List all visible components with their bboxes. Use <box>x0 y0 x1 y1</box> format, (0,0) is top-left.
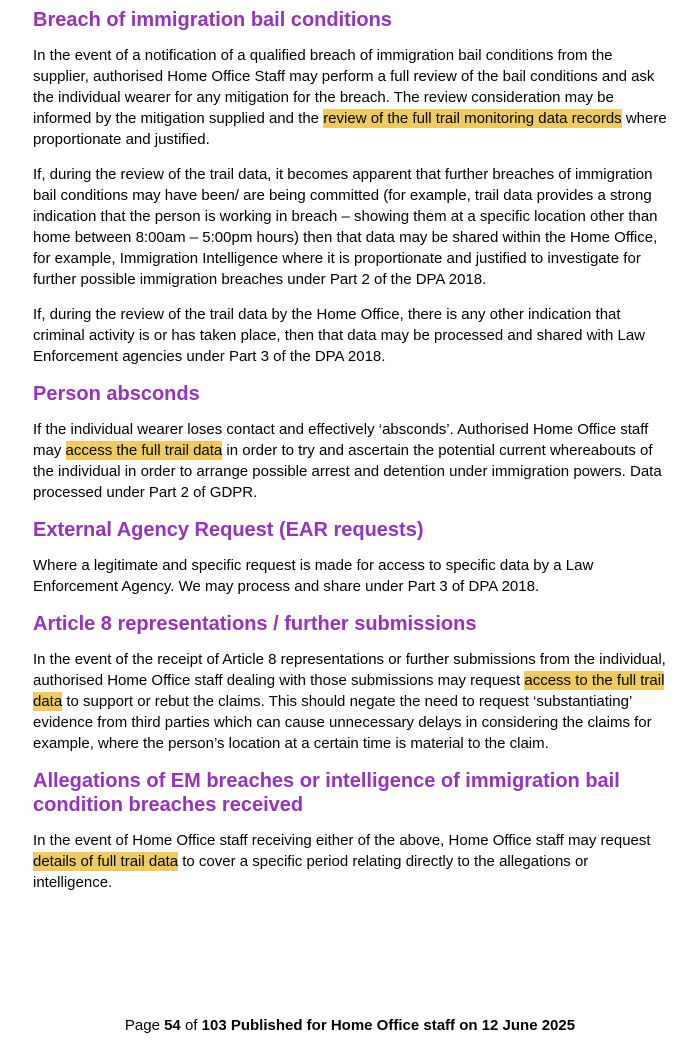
highlighted-text: review of the full trail monitoring data records <box>323 110 622 127</box>
paragraph-text: In the event of the receipt of Article 8 representations or further submissions from the individual, authorised Home Office staff dealing with those submissions may request <box>33 651 666 689</box>
paragraph-text: In the event of a notification of a qualified breach of immigration bail conditions from the supplier, authorised Home Office Staff may perform a full review of the bail conditions and ask the individual wearer for any mitigation for the breach. The review consideration may be informed by the mitigation supplied and the <box>33 47 655 127</box>
paragraph <box>33 555 667 597</box>
paragraph-text: If, during the review of the trail data by the Home Office, there is any other indication that criminal activity is or has taken place, then that data may be processed and shared with Law Enforcement agencies under Part 3 of the DPA 2018. <box>33 306 645 365</box>
footer-text: Page <box>124 1017 165 1034</box>
highlighted-text: details of full trail data <box>33 853 179 870</box>
paragraph <box>33 164 667 290</box>
paragraph <box>33 830 667 893</box>
paragraph-text: Where a legitimate and specific request is made for access to specific data by a Law Enforcement Agency. We may process and share under Part 3 of DPA 2018. <box>33 557 594 595</box>
paragraph-text: to support or rebut the claims. This should negate the need to request ‘substantiating’ evidence from third parties which can cause unnecessary delays in considering the claims for example, where the person’s location at a certain time is material to the claim. <box>33 693 652 752</box>
paragraph-text: where proportionate and justified. <box>33 110 667 148</box>
paragraph <box>33 304 667 367</box>
paragraph-text: If, during the review of the trail data, it becomes apparent that further breaches of immigration bail conditions may have been/ are being committed (for example, trail data provides a strong indication that the person is working in breach – showing them at a specific location other than home between 8:00am – 5:00pm hours) then that data may be shared within the Home Office, for example, Immigration Intelligence where it is proportionate and justified to investigate for further possible immigration breaches under Part 2 of the DPA 2018. <box>33 166 658 288</box>
footer-text: 54 <box>164 1017 181 1034</box>
section-heading: Allegations of EM breaches or intelligence of immigration bail condition breaches received <box>33 770 620 816</box>
footer-text: 103 Published for Home Office staff on 12 June 2025 <box>201 1017 576 1034</box>
footer-text: of <box>180 1017 202 1034</box>
paragraph <box>33 649 667 754</box>
paragraph-text: In the event of Home Office staff receiving either of the above, Home Office staff may request <box>33 832 651 849</box>
paragraph <box>33 419 667 503</box>
highlighted-text: access the full trail data <box>65 442 223 459</box>
paragraph-text: to cover a specific period relating directly to the allegations or intelligence. <box>33 853 589 891</box>
highlighted-text: access to the full trail data <box>33 672 665 710</box>
section-heading: Article 8 representations / further submissions <box>33 613 477 635</box>
section-heading: Person absconds <box>33 383 200 405</box>
paragraph-text: If the individual wearer loses contact and effectively ‘absconds’. Authorised Home Office staff may <box>33 421 649 459</box>
page-footer <box>0 1016 700 1036</box>
paragraph <box>33 45 667 150</box>
paragraph-text: in order to try and ascertain the potential current whereabouts of the individual in order to arrange possible arrest and detention under immigration powers. Data processed under Part 2 of GDPR. <box>33 442 662 501</box>
section-heading: Breach of immigration bail conditions <box>33 9 392 31</box>
section-heading: External Agency Request (EAR requests) <box>33 519 424 541</box>
